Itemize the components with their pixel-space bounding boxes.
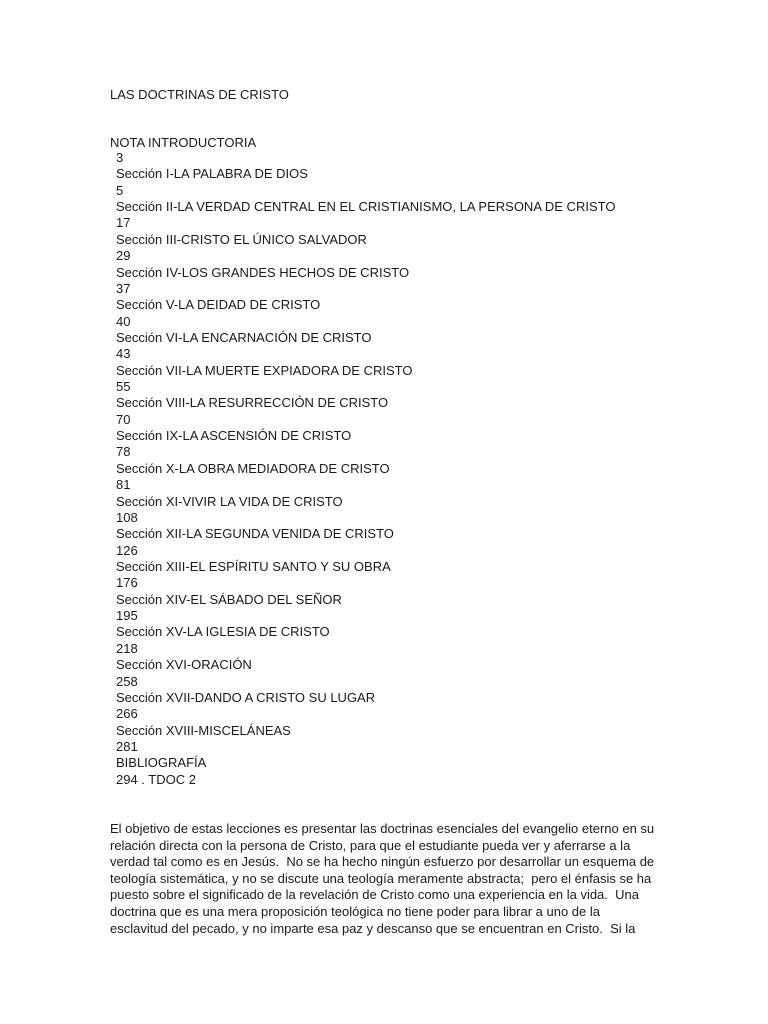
toc-line: Sección V-LA DEIDAD DE CRISTO bbox=[116, 297, 321, 313]
table-of-contents bbox=[116, 150, 615, 788]
toc-line: Sección III-CRISTO EL ÚNICO SALVADOR bbox=[116, 231, 367, 247]
toc-line: Sección X-LA OBRA MEDIADORA DE CRISTO bbox=[116, 460, 390, 476]
toc-line: 281 bbox=[116, 738, 138, 754]
intro-line: teología sistemática, y no se discute una teología meramente abstracta; pero el énfasis se ha bbox=[110, 870, 652, 886]
toc-line: Sección I-LA PALABRA DE DIOS bbox=[116, 166, 308, 182]
toc-line: 17 bbox=[116, 215, 131, 231]
toc-line: 294 . TDOC 2 bbox=[116, 771, 196, 787]
intro-line: relación directa con la persona de Cristo, para que el estudiante pueda ver y aferrarse a la bbox=[110, 837, 631, 853]
toc-line: 37 bbox=[116, 280, 131, 296]
toc-line: 70 bbox=[116, 411, 131, 427]
toc-line: 43 bbox=[116, 346, 131, 362]
toc-line: 126 bbox=[116, 542, 138, 558]
toc-line: Sección XI-VIVIR LA VIDA DE CRISTO bbox=[116, 493, 343, 509]
document-title: LAS DOCTRINAS DE CRISTO bbox=[110, 87, 289, 102]
toc-line: 5 bbox=[116, 182, 124, 198]
toc-line: Sección VIII-LA RESURRECCIÓN DE CRISTO bbox=[116, 395, 389, 411]
toc-line: 78 bbox=[116, 444, 131, 460]
toc-line: BIBLIOGRAFÍA bbox=[116, 755, 207, 771]
toc-line: 3 bbox=[116, 150, 124, 165]
toc-line: 266 bbox=[116, 706, 138, 722]
toc-line: 195 bbox=[116, 608, 138, 624]
toc-line: Sección XV-LA IGLESIA DE CRISTO bbox=[116, 624, 330, 640]
toc-line: Sección XVI-ORACIÓN bbox=[116, 657, 252, 673]
toc-line: 29 bbox=[116, 248, 131, 264]
intro-paragraph bbox=[110, 821, 655, 937]
toc-line: Sección XVIII-MISCELÁNEAS bbox=[116, 722, 291, 738]
toc-line: 81 bbox=[116, 477, 131, 493]
toc-line: Sección VII-LA MUERTE EXPIADORA DE CRISTO bbox=[116, 362, 413, 378]
toc-line: Sección IX-LA ASCENSIÓN DE CRISTO bbox=[116, 428, 352, 444]
toc-line: Sección VI-LA ENCARNACIÓN DE CRISTO bbox=[116, 329, 372, 345]
intro-line: esclavitud del pecado, y no imparte esa paz y descanso que se encuentran en Cristo. Si la bbox=[110, 920, 636, 936]
toc-line: 108 bbox=[116, 509, 138, 525]
toc-line: Sección XII-LA SEGUNDA VENIDA DE CRISTO bbox=[116, 526, 394, 542]
toc-line: 258 bbox=[116, 673, 138, 689]
intro-line: verdad tal como es en Jesús. No se ha hecho ningún esfuerzo por desarrollar un esquema de bbox=[110, 854, 655, 870]
intro-line: puesto sobre el significado de la revelación de Cristo como una experiencia en la vida. Una bbox=[110, 887, 639, 903]
toc-line: Sección IV-LOS GRANDES HECHOS DE CRISTO bbox=[116, 264, 410, 280]
toc-line: Sección XIV-EL SÁBADO DEL SEÑOR bbox=[116, 591, 342, 607]
toc-line: Sección XVII-DANDO A CRISTO SU LUGAR bbox=[116, 689, 376, 705]
toc-line: 176 bbox=[116, 575, 138, 591]
toc-line: Sección II-LA VERDAD CENTRAL EN EL CRISTIANISMO, LA PERSONA DE CRISTO bbox=[116, 199, 616, 215]
toc-line: Sección XIII-EL ESPÍRITU SANTO Y SU OBRA bbox=[116, 558, 391, 574]
toc-line: 218 bbox=[116, 640, 138, 656]
toc-heading: NOTA INTRODUCTORIA bbox=[110, 135, 257, 150]
intro-line: El objetivo de estas lecciones es presentar las doctrinas esenciales del evangelio eterno en su bbox=[110, 821, 655, 836]
toc-line: 40 bbox=[116, 313, 131, 329]
intro-line: doctrina que es una mera proposición teológica no tiene poder para librar a uno de la bbox=[110, 903, 600, 919]
toc-line: 55 bbox=[116, 379, 131, 395]
